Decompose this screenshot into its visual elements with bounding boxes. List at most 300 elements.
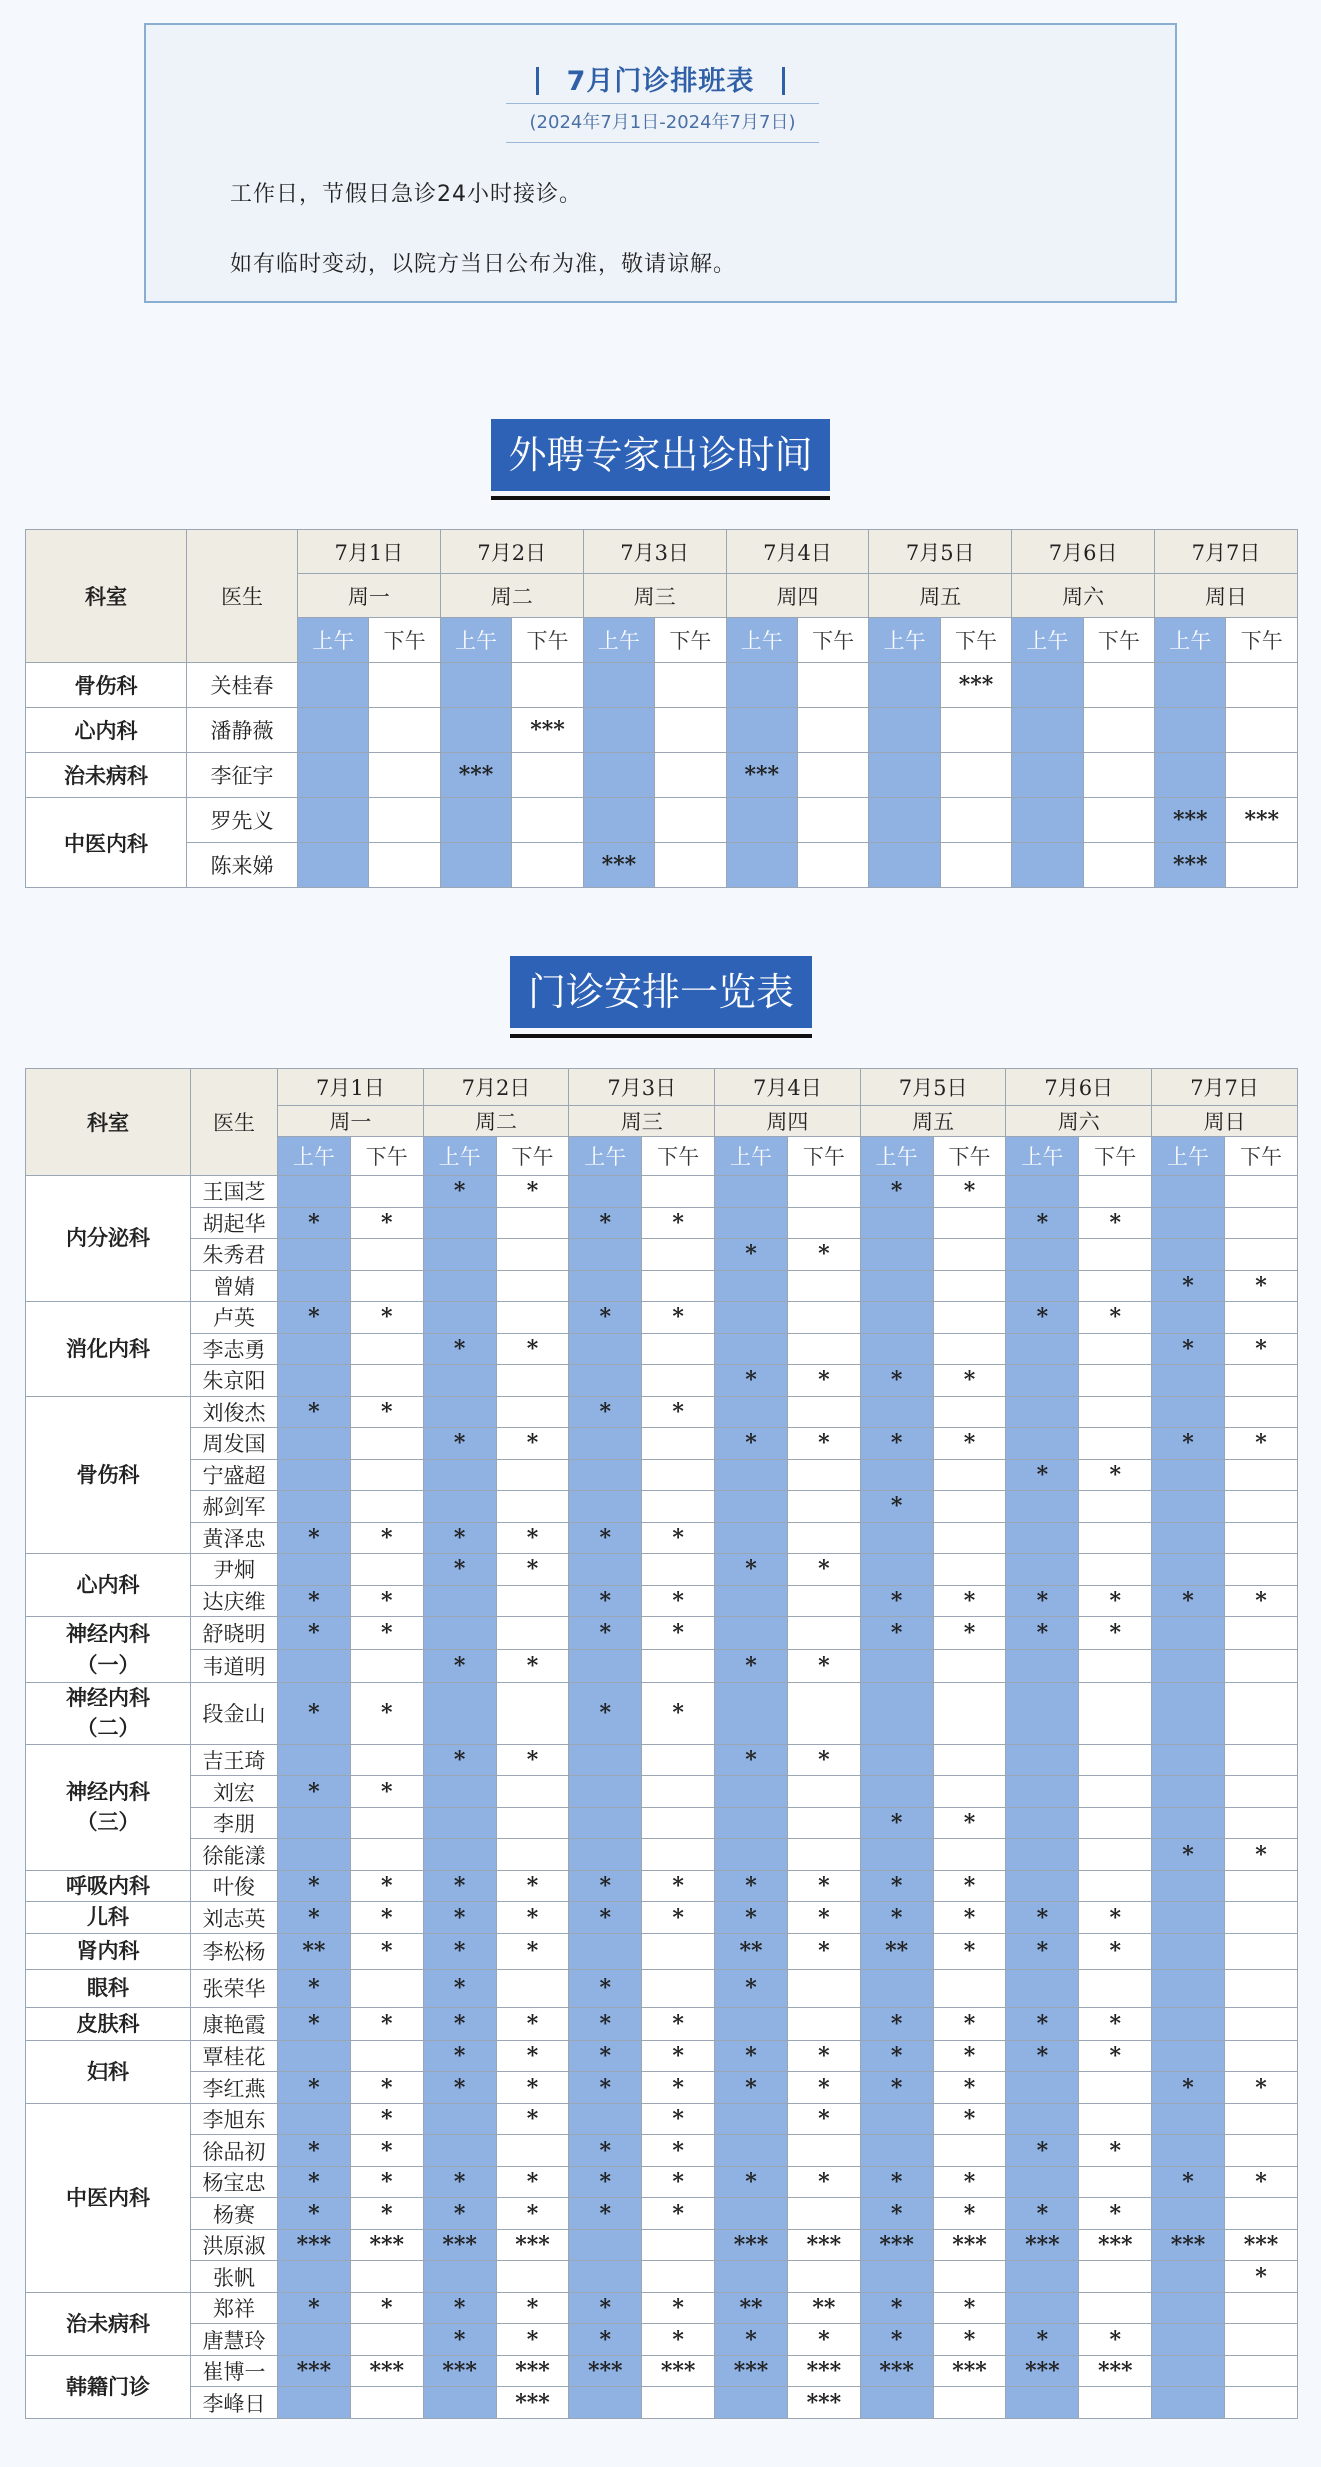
schedule-cell: * xyxy=(1079,1302,1152,1334)
doctor-name: 刘宏 xyxy=(191,1776,278,1808)
schedule-cell: * xyxy=(1006,2040,1079,2072)
schedule-cell xyxy=(569,1807,642,1839)
schedule-cell: * xyxy=(642,2324,715,2356)
schedule-cell: * xyxy=(350,1396,423,1428)
schedule-cell: * xyxy=(1224,1270,1297,1302)
schedule-cell xyxy=(787,1807,860,1839)
schedule-cell xyxy=(569,1650,642,1683)
schedule-cell xyxy=(1006,1396,1079,1428)
schedule-cell xyxy=(787,1459,860,1491)
header-date: 7月2日 xyxy=(440,530,583,574)
schedule-cell xyxy=(369,843,440,888)
schedule-cell: * xyxy=(1006,2007,1079,2040)
schedule-cell xyxy=(423,2135,496,2167)
table-row xyxy=(26,753,1298,798)
schedule-cell xyxy=(860,1270,933,1302)
schedule-cell xyxy=(1079,1333,1152,1365)
header-pm: 下午 xyxy=(369,618,440,663)
schedule-cell: * xyxy=(1152,2166,1225,2198)
schedule-cell xyxy=(1012,753,1083,798)
schedule-cell: * xyxy=(569,1207,642,1239)
schedule-cell: * xyxy=(933,1365,1006,1397)
schedule-cell: * xyxy=(278,2135,351,2167)
schedule-cell: * xyxy=(715,2072,788,2104)
schedule-cell xyxy=(1152,2007,1225,2040)
schedule-cell xyxy=(940,798,1011,843)
schedule-cell xyxy=(1224,2198,1297,2230)
schedule-cell: * xyxy=(715,1744,788,1776)
schedule-cell xyxy=(787,2261,860,2293)
schedule-cell: * xyxy=(496,1744,569,1776)
schedule-cell: * xyxy=(423,1428,496,1460)
schedule-cell xyxy=(278,2387,351,2419)
table-row xyxy=(26,1365,1298,1397)
dept-cell: 妇科 xyxy=(26,2040,191,2103)
table-row xyxy=(26,1744,1298,1776)
table-row xyxy=(26,1617,1298,1650)
schedule-cell xyxy=(569,1270,642,1302)
schedule-cell xyxy=(569,1176,642,1208)
schedule-cell xyxy=(1152,1522,1225,1554)
schedule-cell xyxy=(350,1239,423,1271)
schedule-cell xyxy=(1224,1176,1297,1208)
schedule-cell: * xyxy=(1224,1428,1297,1460)
schedule-cell xyxy=(655,663,726,708)
header-date: 7月7日 xyxy=(1155,530,1298,574)
schedule-cell xyxy=(797,663,868,708)
schedule-cell xyxy=(1079,2387,1152,2419)
schedule-cell: * xyxy=(569,1302,642,1334)
schedule-cell xyxy=(787,1776,860,1808)
schedule-cell xyxy=(278,1839,351,1871)
doctor-name: 周发国 xyxy=(191,1428,278,1460)
doctor-name: 黄泽忠 xyxy=(191,1522,278,1554)
schedule-cell xyxy=(642,1428,715,1460)
schedule-cell xyxy=(933,1207,1006,1239)
schedule-cell xyxy=(1079,2292,1152,2324)
doctor-name: 李征宇 xyxy=(187,753,298,798)
schedule-cell xyxy=(569,1933,642,1969)
schedule-cell: * xyxy=(642,2040,715,2072)
schedule-cell xyxy=(860,2103,933,2135)
schedule-cell: *** xyxy=(1155,798,1226,843)
schedule-cell xyxy=(1152,2198,1225,2230)
header-weekday: 周四 xyxy=(726,574,869,618)
header-pm: 下午 xyxy=(642,1137,715,1176)
schedule-cell: * xyxy=(1006,2324,1079,2356)
schedule-cell xyxy=(423,1585,496,1617)
schedule-cell xyxy=(423,1207,496,1239)
schedule-cell xyxy=(642,1776,715,1808)
schedule-cell xyxy=(1079,1969,1152,2007)
schedule-cell xyxy=(298,798,369,843)
schedule-cell xyxy=(1006,1683,1079,1745)
schedule-cell xyxy=(278,1744,351,1776)
table-row xyxy=(26,1396,1298,1428)
schedule-cell xyxy=(933,1776,1006,1808)
schedule-cell xyxy=(860,1302,933,1334)
schedule-cell: * xyxy=(1152,1428,1225,1460)
schedule-cell: * xyxy=(642,1870,715,1902)
dept-cell: 儿科 xyxy=(26,1902,191,1934)
header-weekday: 周五 xyxy=(869,574,1012,618)
header-row-dates xyxy=(26,530,1298,574)
schedule-cell: * xyxy=(715,1969,788,2007)
schedule-cell xyxy=(787,1333,860,1365)
schedule-cell xyxy=(278,2324,351,2356)
schedule-cell xyxy=(1224,2324,1297,2356)
schedule-cell xyxy=(869,843,940,888)
schedule-cell xyxy=(933,1302,1006,1334)
schedule-cell xyxy=(1152,1870,1225,1902)
schedule-cell: * xyxy=(496,1650,569,1683)
schedule-cell xyxy=(1152,1491,1225,1523)
schedule-cell xyxy=(1224,1459,1297,1491)
schedule-cell: *** xyxy=(423,2229,496,2261)
table-row xyxy=(26,1428,1298,1460)
schedule-cell xyxy=(1079,1650,1152,1683)
schedule-cell: * xyxy=(642,1302,715,1334)
schedule-cell: * xyxy=(350,2135,423,2167)
schedule-cell xyxy=(1006,1176,1079,1208)
schedule-cell: * xyxy=(860,1428,933,1460)
dept-cell: 心内科 xyxy=(26,708,187,753)
schedule-cell: * xyxy=(1152,2072,1225,2104)
schedule-cell xyxy=(1224,1396,1297,1428)
doctor-name: 段金山 xyxy=(191,1683,278,1745)
schedule-cell: *** xyxy=(1226,798,1298,843)
schedule-cell: * xyxy=(1006,1459,1079,1491)
schedule-cell xyxy=(1152,1776,1225,1808)
schedule-cell xyxy=(715,1491,788,1523)
schedule-cell xyxy=(715,1683,788,1745)
title-bar-right xyxy=(782,67,785,95)
schedule-cell xyxy=(715,1617,788,1650)
schedule-cell xyxy=(642,1239,715,1271)
schedule-cell: *** xyxy=(860,2355,933,2387)
schedule-cell xyxy=(1224,2135,1297,2167)
schedule-cell xyxy=(655,753,726,798)
header-date: 7月5日 xyxy=(869,530,1012,574)
schedule-cell xyxy=(1079,1365,1152,1397)
doctor-name: 朱秀君 xyxy=(191,1239,278,1271)
schedule-cell: * xyxy=(278,2007,351,2040)
table-row xyxy=(26,2229,1298,2261)
schedule-cell xyxy=(1079,1428,1152,1460)
schedule-cell: * xyxy=(350,2007,423,2040)
schedule-cell xyxy=(642,1969,715,2007)
schedule-cell: * xyxy=(1079,1207,1152,1239)
header-am: 上午 xyxy=(423,1137,496,1176)
schedule-cell xyxy=(787,1617,860,1650)
schedule-cell xyxy=(350,1554,423,1586)
schedule-cell: * xyxy=(860,1617,933,1650)
schedule-cell xyxy=(860,2387,933,2419)
schedule-cell: *** xyxy=(512,708,583,753)
schedule-cell: * xyxy=(642,2166,715,2198)
schedule-cell: * xyxy=(1006,1207,1079,1239)
schedule-cell: *** xyxy=(940,663,1011,708)
schedule-cell: * xyxy=(569,2324,642,2356)
header-doctor: 医生 xyxy=(187,530,298,663)
schedule-cell xyxy=(350,1839,423,1871)
table-row xyxy=(26,2261,1298,2293)
schedule-cell: * xyxy=(1006,1933,1079,1969)
notice-date-range: (2024年7月1日-2024年7月7日) xyxy=(506,103,819,143)
schedule-cell: * xyxy=(642,1585,715,1617)
schedule-cell: *** xyxy=(569,2355,642,2387)
schedule-cell xyxy=(350,1491,423,1523)
schedule-cell xyxy=(1226,753,1298,798)
schedule-cell: * xyxy=(278,2072,351,2104)
schedule-cell xyxy=(860,1650,933,1683)
dept-cell: 神经内科 （三） xyxy=(26,1744,191,1870)
schedule-cell xyxy=(1224,1365,1297,1397)
schedule-cell: *** xyxy=(278,2229,351,2261)
schedule-cell xyxy=(496,1270,569,1302)
doctor-name: 康艳霞 xyxy=(191,2007,278,2040)
doctor-name: 徐能漾 xyxy=(191,1839,278,1871)
table-row xyxy=(26,1176,1298,1208)
schedule-cell xyxy=(423,1807,496,1839)
schedule-cell xyxy=(1006,1239,1079,1271)
schedule-cell: * xyxy=(1079,2040,1152,2072)
schedule-cell xyxy=(496,1585,569,1617)
schedule-cell xyxy=(1152,1302,1225,1334)
schedule-cell xyxy=(350,1333,423,1365)
header-am: 上午 xyxy=(1012,618,1083,663)
schedule-cell xyxy=(423,1396,496,1428)
schedule-cell xyxy=(642,1650,715,1683)
schedule-cell: * xyxy=(933,2198,1006,2230)
schedule-cell: * xyxy=(642,2007,715,2040)
schedule-cell: * xyxy=(496,2103,569,2135)
schedule-cell: * xyxy=(642,2135,715,2167)
schedule-cell: * xyxy=(569,1396,642,1428)
schedule-cell xyxy=(496,1617,569,1650)
schedule-cell: * xyxy=(860,1365,933,1397)
schedule-cell xyxy=(715,1207,788,1239)
schedule-cell xyxy=(715,1396,788,1428)
schedule-cell xyxy=(1083,843,1154,888)
schedule-cell xyxy=(569,1491,642,1523)
schedule-cell xyxy=(569,1554,642,1586)
schedule-cell xyxy=(423,1365,496,1397)
schedule-cell: * xyxy=(423,1933,496,1969)
header-am: 上午 xyxy=(726,618,797,663)
schedule-cell: * xyxy=(350,2198,423,2230)
schedule-cell xyxy=(933,1969,1006,2007)
schedule-cell xyxy=(1224,1650,1297,1683)
schedule-cell xyxy=(350,1807,423,1839)
section-underline-experts xyxy=(491,496,830,500)
schedule-cell xyxy=(423,2261,496,2293)
schedule-cell: * xyxy=(278,1969,351,2007)
schedule-cell: * xyxy=(715,2040,788,2072)
table-row xyxy=(26,1776,1298,1808)
schedule-cell xyxy=(1224,2040,1297,2072)
schedule-cell: * xyxy=(423,1870,496,1902)
schedule-cell: * xyxy=(860,1176,933,1208)
schedule-cell xyxy=(1006,2292,1079,2324)
schedule-cell: * xyxy=(787,1239,860,1271)
schedule-cell xyxy=(440,663,511,708)
schedule-cell: * xyxy=(787,2040,860,2072)
schedule-cell xyxy=(797,798,868,843)
schedule-cell xyxy=(369,708,440,753)
schedule-cell: * xyxy=(1224,2166,1297,2198)
schedule-cell xyxy=(569,1365,642,1397)
schedule-cell: * xyxy=(278,1902,351,1934)
schedule-cell: * xyxy=(642,1522,715,1554)
schedule-cell xyxy=(1006,1776,1079,1808)
schedule-cell: * xyxy=(933,1902,1006,1934)
schedule-cell: *** xyxy=(642,2355,715,2387)
schedule-cell xyxy=(642,1365,715,1397)
header-date: 7月7日 xyxy=(1152,1069,1298,1106)
header-pm: 下午 xyxy=(1226,618,1298,663)
schedule-cell: ** xyxy=(860,1933,933,1969)
schedule-cell xyxy=(1006,1650,1079,1683)
table-row xyxy=(26,2324,1298,2356)
schedule-cell: * xyxy=(787,2072,860,2104)
schedule-cell xyxy=(1152,1239,1225,1271)
header-doctor: 医生 xyxy=(191,1069,278,1176)
schedule-cell: ** xyxy=(787,2292,860,2324)
schedule-cell xyxy=(933,1396,1006,1428)
schedule-cell: * xyxy=(1079,1933,1152,1969)
header-pm: 下午 xyxy=(496,1137,569,1176)
schedule-cell xyxy=(715,1839,788,1871)
doctor-name: 李峰日 xyxy=(191,2387,278,2419)
header-date: 7月4日 xyxy=(726,530,869,574)
schedule-cell: ** xyxy=(278,1933,351,1969)
schedule-cell xyxy=(1006,1554,1079,1586)
schedule-cell xyxy=(1079,1396,1152,1428)
schedule-cell xyxy=(860,1333,933,1365)
table-row xyxy=(26,1902,1298,1934)
schedule-cell xyxy=(298,663,369,708)
schedule-cell xyxy=(569,1744,642,1776)
schedule-cell: * xyxy=(642,2292,715,2324)
schedule-cell: * xyxy=(496,1176,569,1208)
schedule-cell xyxy=(496,2135,569,2167)
schedule-cell xyxy=(1152,1650,1225,1683)
header-am: 上午 xyxy=(298,618,369,663)
doctor-name: 杨赛 xyxy=(191,2198,278,2230)
schedule-cell xyxy=(860,1239,933,1271)
schedule-cell xyxy=(496,1302,569,1334)
doctor-name: 胡起华 xyxy=(191,1207,278,1239)
schedule-cell xyxy=(278,1491,351,1523)
schedule-cell xyxy=(1224,1807,1297,1839)
schedule-cell xyxy=(496,2261,569,2293)
header-am: 上午 xyxy=(860,1137,933,1176)
schedule-cell: * xyxy=(496,1902,569,1934)
schedule-cell: *** xyxy=(423,2355,496,2387)
schedule-cell xyxy=(1224,2103,1297,2135)
schedule-cell xyxy=(496,1365,569,1397)
doctor-name: 洪原淑 xyxy=(191,2229,278,2261)
dept-cell: 治未病科 xyxy=(26,2292,191,2355)
header-date: 7月6日 xyxy=(1012,530,1155,574)
schedule-cell xyxy=(715,2007,788,2040)
schedule-cell xyxy=(797,753,868,798)
schedule-cell xyxy=(350,1270,423,1302)
doctor-name: 潘静薇 xyxy=(187,708,298,753)
schedule-cell xyxy=(869,708,940,753)
schedule-cell: * xyxy=(278,1302,351,1334)
schedule-cell: * xyxy=(496,2040,569,2072)
schedule-cell: * xyxy=(350,1902,423,1934)
schedule-cell xyxy=(715,2198,788,2230)
schedule-cell: * xyxy=(1224,1839,1297,1871)
doctor-name: 张荣华 xyxy=(191,1969,278,2007)
schedule-cell xyxy=(1152,1396,1225,1428)
header-weekday: 周三 xyxy=(583,574,726,618)
schedule-cell: * xyxy=(1079,1459,1152,1491)
schedule-cell: *** xyxy=(1006,2355,1079,2387)
schedule-cell: *** xyxy=(1006,2229,1079,2261)
schedule-cell xyxy=(715,2261,788,2293)
schedule-cell: * xyxy=(1152,1270,1225,1302)
schedule-cell: * xyxy=(1224,1333,1297,1365)
schedule-cell: * xyxy=(423,2072,496,2104)
schedule-cell xyxy=(1012,798,1083,843)
schedule-cell: * xyxy=(423,1554,496,1586)
doctor-name: 曾婧 xyxy=(191,1270,278,1302)
schedule-cell xyxy=(787,1683,860,1745)
notice-box xyxy=(144,23,1177,303)
schedule-cell: * xyxy=(1079,2007,1152,2040)
schedule-cell xyxy=(1079,2166,1152,2198)
header-weekday: 周二 xyxy=(440,574,583,618)
schedule-cell xyxy=(1006,2103,1079,2135)
table-row xyxy=(26,708,1298,753)
schedule-cell xyxy=(787,1491,860,1523)
schedule-cell: * xyxy=(933,2072,1006,2104)
schedule-cell: * xyxy=(278,1870,351,1902)
schedule-cell xyxy=(1226,663,1298,708)
doctor-name: 李旭东 xyxy=(191,2103,278,2135)
schedule-cell xyxy=(860,1459,933,1491)
schedule-cell: * xyxy=(350,1617,423,1650)
schedule-cell xyxy=(642,1176,715,1208)
doctor-name: 尹炯 xyxy=(191,1554,278,1586)
schedule-cell: * xyxy=(787,1554,860,1586)
schedule-cell xyxy=(933,1491,1006,1523)
table-row xyxy=(26,2040,1298,2072)
schedule-cell xyxy=(496,1839,569,1871)
schedule-cell: * xyxy=(715,1650,788,1683)
schedule-cell: * xyxy=(1079,1617,1152,1650)
schedule-cell: * xyxy=(350,1870,423,1902)
schedule-cell xyxy=(583,708,654,753)
schedule-cell xyxy=(369,753,440,798)
schedule-cell xyxy=(642,2387,715,2419)
schedule-cell xyxy=(1083,663,1154,708)
schedule-cell xyxy=(1006,2072,1079,2104)
schedule-cell xyxy=(940,843,1011,888)
schedule-cell: * xyxy=(860,2040,933,2072)
schedule-cell xyxy=(1083,798,1154,843)
schedule-cell xyxy=(350,1428,423,1460)
table-row xyxy=(26,1333,1298,1365)
table-row xyxy=(26,2355,1298,2387)
schedule-cell: * xyxy=(423,1522,496,1554)
schedule-cell xyxy=(1006,1333,1079,1365)
header-weekday: 周四 xyxy=(715,1106,861,1137)
